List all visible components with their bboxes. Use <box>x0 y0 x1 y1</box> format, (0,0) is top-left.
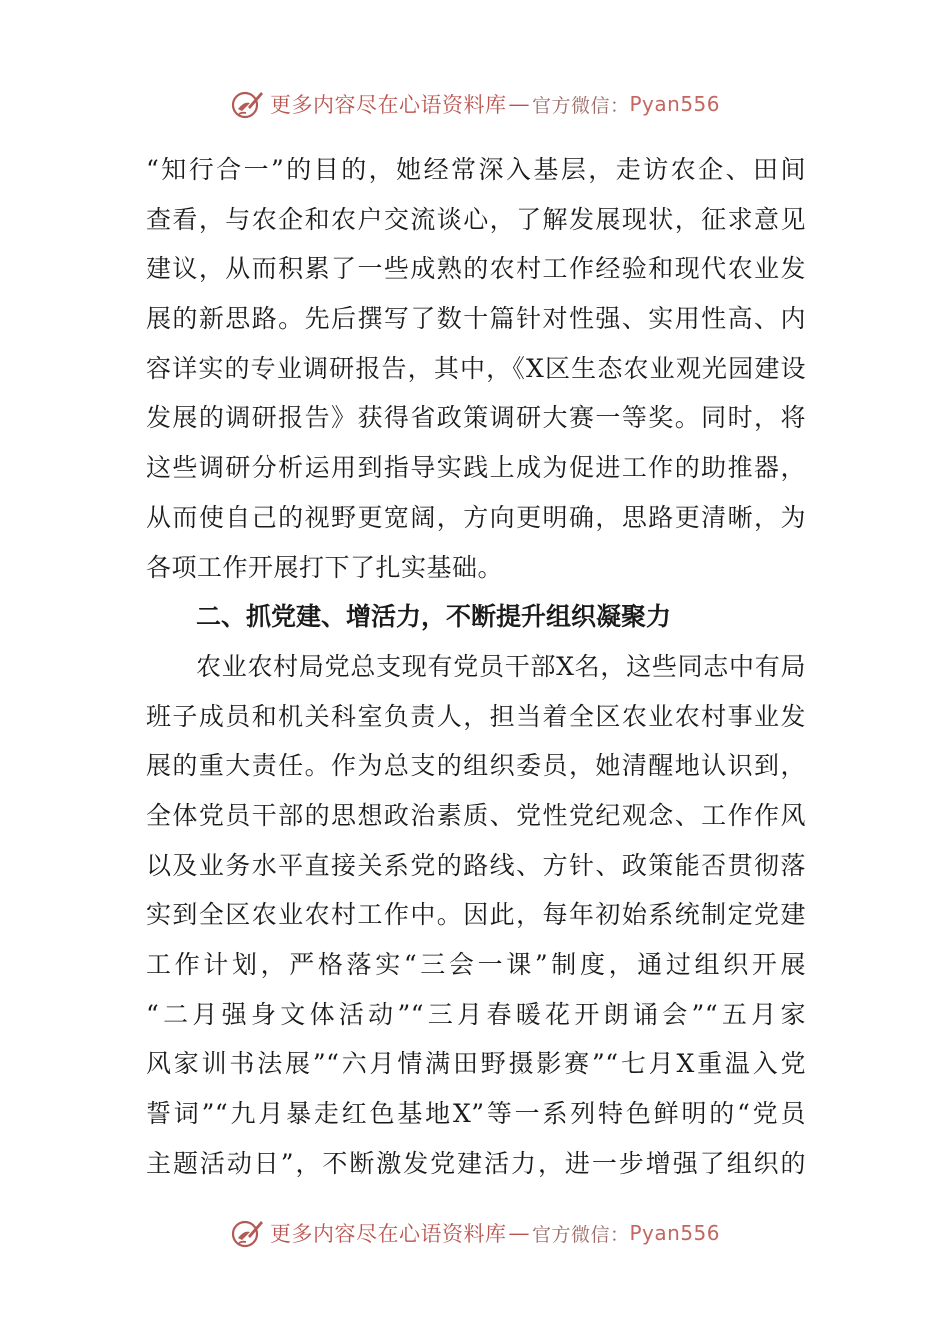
pen-circle-icon <box>230 87 264 121</box>
section-heading: 二、抓党建、增活力，不断提升组织凝聚力 <box>196 602 672 632</box>
text-line: “知行合一”的目的，她经常深入基层，走访农企、田间 <box>146 155 806 184</box>
pen-circle-icon <box>230 1216 264 1250</box>
text-line: 实到全区农业农村工作中。因此，每年初始系统制定党建 <box>146 900 806 930</box>
text-line: 各项工作开展打下了扎实基础。 <box>146 552 504 582</box>
text-line: 从而使自己的视野更宽阔，方向更明确，思路更清晰，为 <box>146 502 806 532</box>
text-line: 容详实的专业调研报告，其中，《X区生态农业观光园建设 <box>146 353 806 383</box>
header-watermark-banner <box>0 82 950 126</box>
paragraph-1 <box>146 145 806 592</box>
footer-watermark-banner <box>0 1211 950 1255</box>
text-line: 班子成员和机关科室负责人，担当着全区农业农村事业发 <box>146 701 806 731</box>
text-line: 查看，与农企和农户交流谈心，了解发展现状，征求意见 <box>146 204 806 234</box>
text-line: “二月强身文体活动”“三月春暖花开朗诵会”“五月家 <box>146 999 806 1029</box>
banner-dash: — <box>508 92 530 116</box>
text-line: 展的新思路。先后撰写了数十篇针对性强、实用性高、内 <box>146 304 806 334</box>
text-line: 这些调研分析运用到指导实践上成为促进工作的助推器， <box>146 453 806 483</box>
text-line: 风家训书法展”“六月情满田野摄影赛”“七月X重温入党 <box>146 1049 806 1079</box>
banner-site-text: 更多内容尽在心语资料库 <box>269 1222 507 1246</box>
text-line: 展的重大责任。作为总支的组织委员，她清醒地认识到， <box>146 751 806 781</box>
text-line: 农业农村局党总支现有党员干部X名，这些同志中有局 <box>196 651 806 681</box>
paragraph-2 <box>146 642 806 1189</box>
banner-wechat-label: 官方微信： <box>531 94 630 117</box>
text-line: 主题活动日”，不断激发党建活力，进一步增强了组织的 <box>146 1148 806 1178</box>
banner-wechat-id: Pyan556 <box>629 92 721 116</box>
text-line: 全体党员干部的思想政治素质、党性党纪观念、工作作风 <box>146 800 806 830</box>
banner-wechat-id: Pyan556 <box>629 1221 721 1245</box>
text-line: 以及业务水平直接关系党的路线、方针、政策能否贯彻落 <box>146 850 806 880</box>
banner-wechat-label: 官方微信： <box>531 1223 630 1246</box>
text-line: 工作计划，严格落实“三会一课”制度，通过组织开展 <box>146 950 806 979</box>
banner-site-text: 更多内容尽在心语资料库 <box>269 93 507 117</box>
banner-dash: — <box>508 1221 530 1245</box>
text-line: 发展的调研报告》获得省政策调研大赛一等奖。同时，将 <box>146 403 806 433</box>
text-line: 建议，从而积累了一些成熟的农村工作经验和现代农业发 <box>146 254 806 284</box>
document-body <box>146 145 806 1188</box>
text-line: 誓词”“九月暴走红色基地X”等一系列特色鲜明的“党员 <box>146 1099 806 1129</box>
